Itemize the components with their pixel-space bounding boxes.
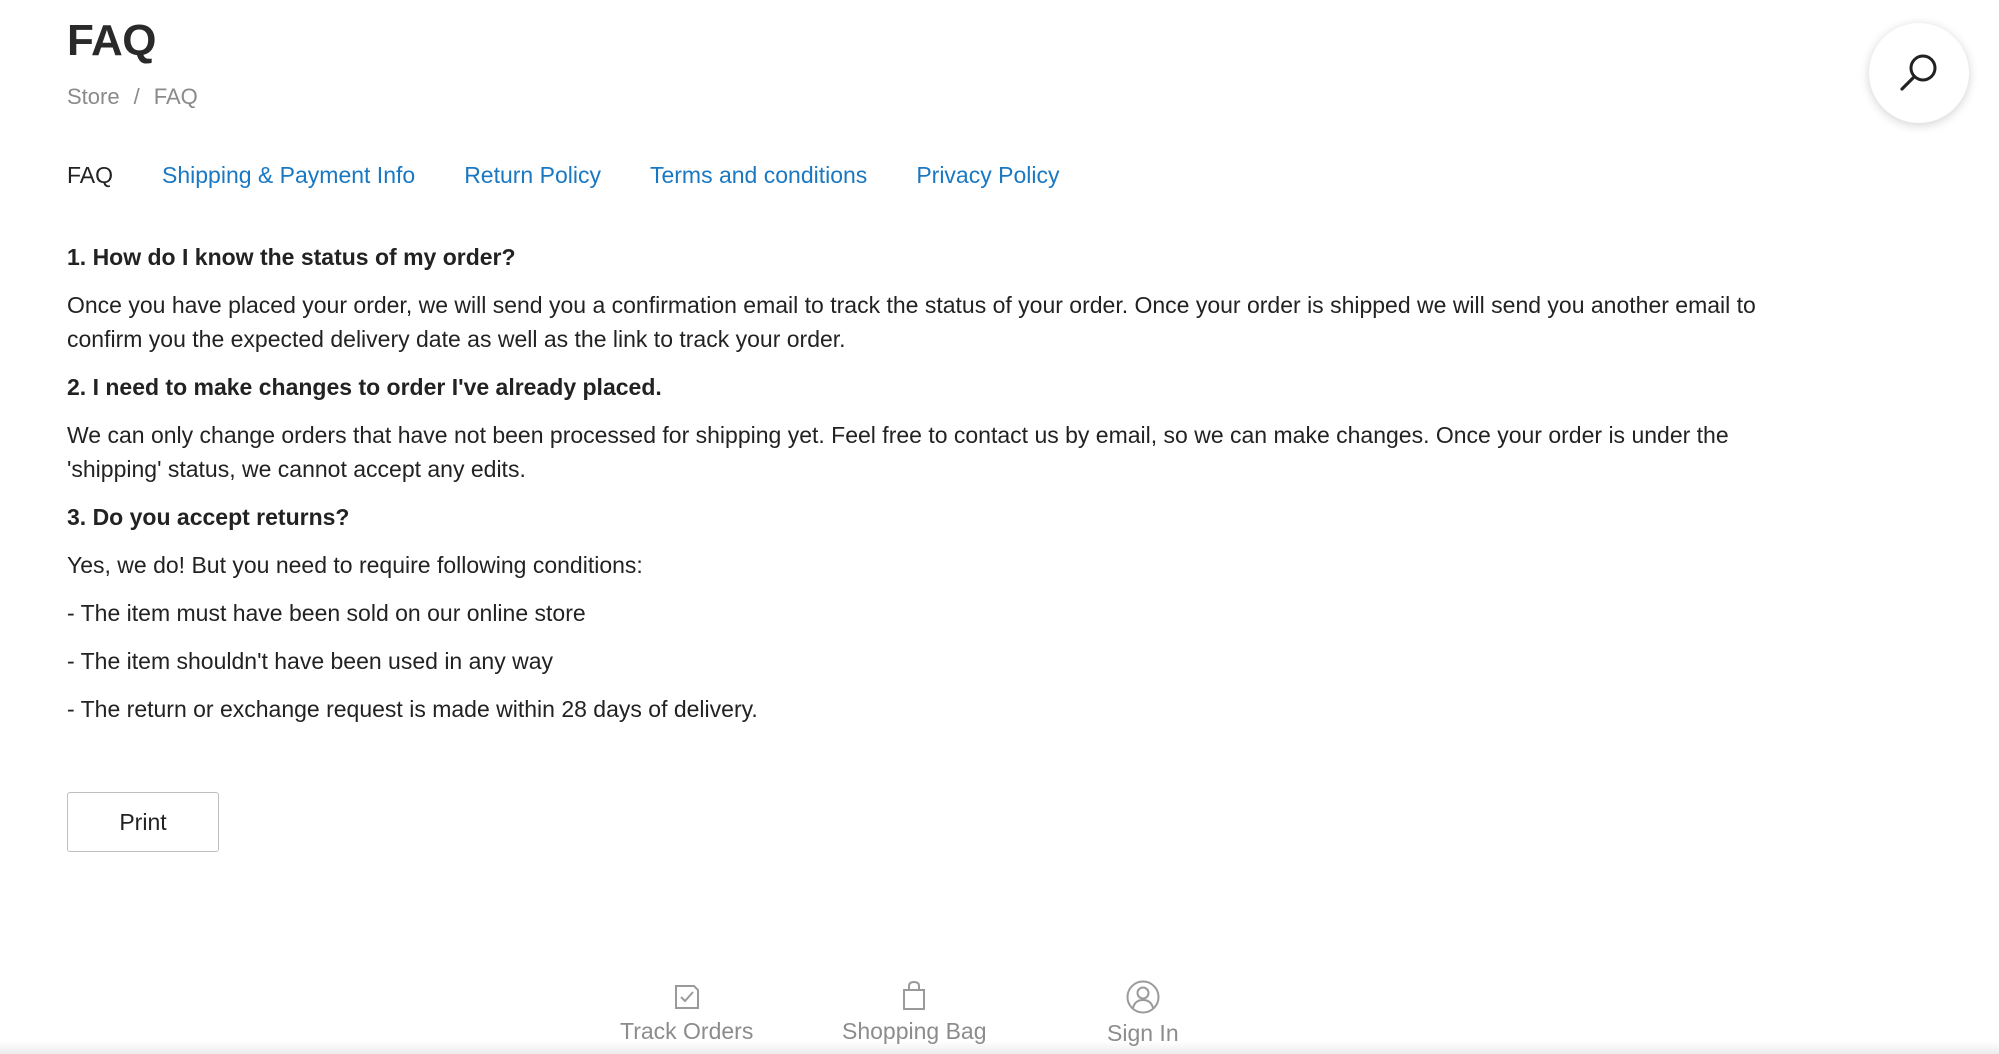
print-button[interactable]: Print (67, 792, 219, 852)
bottom-navigation (0, 970, 1999, 1054)
faq-question: 1. How do I know the status of my order? (67, 244, 516, 270)
return-condition: - The item must have been sold on our online store (67, 600, 586, 626)
return-condition: - The item shouldn't have been used in any way (67, 648, 553, 674)
faq-content (67, 240, 1787, 740)
faq-question: 2. I need to make changes to order I've already placed. (67, 374, 662, 400)
breadcrumb-store-link[interactable]: Store (67, 84, 120, 109)
user-icon (1125, 980, 1161, 1014)
policy-tabs (67, 162, 1059, 189)
nav-sign-in[interactable] (1107, 980, 1179, 1047)
breadcrumb-current: FAQ (153, 84, 198, 109)
nav-track-orders[interactable] (620, 980, 753, 1045)
tab-privacy-policy[interactable]: Privacy Policy (916, 162, 1060, 188)
tab-return-policy[interactable]: Return Policy (464, 162, 601, 188)
page-title: FAQ (67, 16, 156, 65)
track-orders-icon (672, 980, 702, 1012)
tab-terms-and-conditions[interactable]: Terms and conditions (649, 162, 868, 188)
faq-answer: Yes, we do! But you need to require following conditions: (67, 552, 643, 578)
faq-answer: Once you have placed your order, we will send you a confirmation email to track the status of your order. Once your order is shipped we will send you another email to confirm you the expected delivery date as well as the link to track your order. (67, 292, 1756, 352)
search-button[interactable] (1869, 23, 1969, 123)
shopping-bag-icon (899, 980, 929, 1012)
nav-track-orders-label: Track Orders (620, 1018, 754, 1044)
nav-shopping-bag[interactable] (842, 980, 987, 1045)
faq-question: 3. Do you accept returns? (67, 504, 350, 530)
nav-shopping-bag-label: Shopping Bag (842, 1018, 987, 1044)
nav-sign-in-label: Sign In (1107, 1020, 1179, 1046)
return-condition: - The return or exchange request is made within 28 days of delivery. (67, 696, 758, 722)
tab-faq[interactable]: FAQ (67, 162, 114, 188)
breadcrumb (67, 84, 198, 110)
search-icon (1897, 51, 1941, 95)
tab-shipping-payment-info[interactable]: Shipping & Payment Info (162, 162, 416, 188)
breadcrumb-separator: / (133, 84, 140, 109)
faq-answer: We can only change orders that have not been processed for shipping yet. Feel free to contact us by email, so we can make changes. Once your order is under the 'shipping' status, we cannot accept any edits. (67, 422, 1729, 482)
